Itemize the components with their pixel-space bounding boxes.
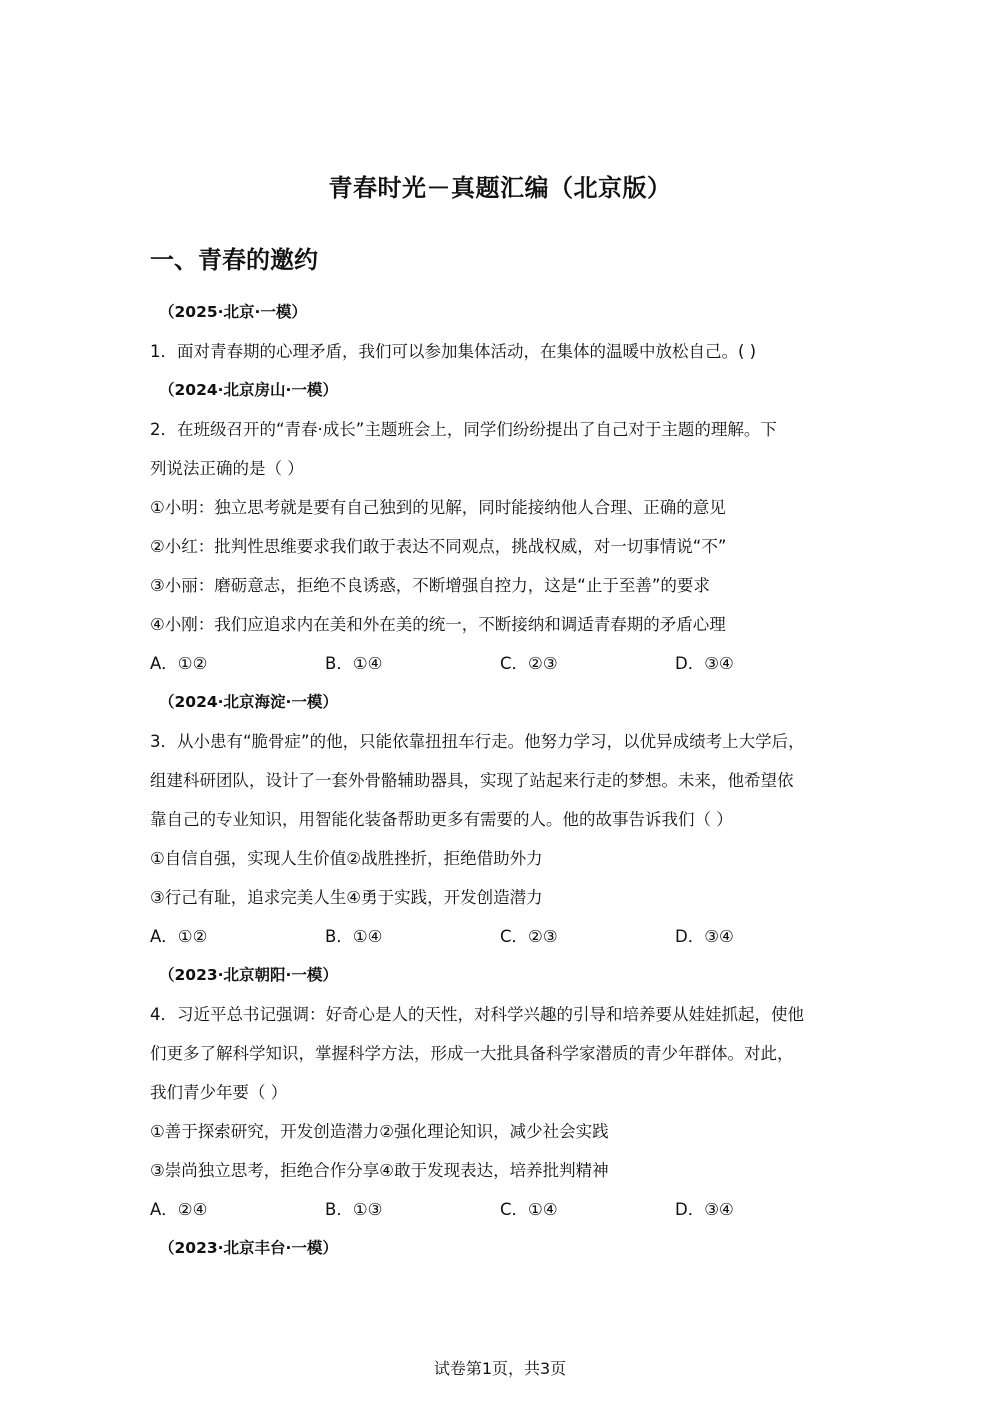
question-4-stem: 我们青少年要（ ） bbox=[150, 1083, 288, 1102]
option-b: B．①④ bbox=[325, 654, 383, 673]
section-heading: 一、青春的邀约 bbox=[150, 246, 318, 274]
question-5-source: （2023·北京丰台·一模） bbox=[159, 1239, 338, 1257]
question-3-options bbox=[150, 917, 870, 956]
question-3-stem: 组建科研团队，设计了一套外骨骼辅助器具，实现了站起来行走的梦想。未来，他希望依 bbox=[150, 771, 794, 790]
question-2-statement: ①小明：独立思考就是要有自己独到的见解，同时能接纳他人合理、正确的意见 bbox=[150, 498, 726, 517]
question-2-statement: ④小刚：我们应追求内在美和外在美的统一，不断接纳和调适青春期的矛盾心理 bbox=[150, 615, 726, 634]
question-2-stem: 列说法正确的是（ ） bbox=[150, 459, 304, 478]
question-3-stem: 3．从小患有“脆骨症”的他，只能依靠扭扭车行走。他努力学习，以优异成绩考上大学后， bbox=[150, 732, 805, 751]
question-3-source: （2024·北京海淀·一模） bbox=[159, 693, 338, 711]
question-4-stem: 4．习近平总书记强调：好奇心是人的天性，对科学兴趣的引导和培养要从娃娃抓起，使他 bbox=[150, 1005, 804, 1024]
question-4-statement: ③崇尚独立思考，拒绝合作分享④敢于发现表达，培养批判精神 bbox=[150, 1161, 609, 1180]
question-2-options bbox=[150, 644, 870, 683]
question-2-stem: 2．在班级召开的“青春·成长”主题班会上，同学们纷纷提出了自己对于主题的理解。下 bbox=[150, 420, 777, 439]
question-list bbox=[150, 293, 870, 1268]
question-1-stem: 1．面对青春期的心理矛盾，我们可以参加集体活动，在集体的温暖中放松自己。( ) bbox=[150, 342, 757, 361]
question-3-stem: 靠自己的专业知识，用智能化装备帮助更多有需要的人。他的故事告诉我们（ ） bbox=[150, 810, 733, 829]
option-a: A．②④ bbox=[150, 1200, 208, 1219]
question-4-statement: ①善于探索研究，开发创造潜力②强化理论知识，减少社会实践 bbox=[150, 1122, 609, 1141]
question-4-options bbox=[150, 1190, 870, 1229]
question-2-source: （2024·北京房山·一模） bbox=[159, 381, 338, 399]
option-a: A．①② bbox=[150, 654, 208, 673]
question-2-statement: ②小红：批判性思维要求我们敢于表达不同观点，挑战权威，对一切事情说“不” bbox=[150, 537, 727, 556]
question-1-source: （2025·北京·一模） bbox=[159, 303, 307, 321]
option-c: C．①④ bbox=[500, 1200, 558, 1219]
option-b: B．①④ bbox=[325, 927, 383, 946]
option-b: B．①③ bbox=[325, 1200, 383, 1219]
question-4-source: （2023·北京朝阳·一模） bbox=[159, 966, 338, 984]
question-2-statement: ③小丽：磨砺意志，拒绝不良诱惑，不断增强自控力，这是“止于至善”的要求 bbox=[150, 576, 710, 595]
question-3-statement: ③行己有耻，追求完美人生④勇于实践，开发创造潜力 bbox=[150, 888, 543, 907]
option-c: C．②③ bbox=[500, 654, 558, 673]
option-c: C．②③ bbox=[500, 927, 558, 946]
option-d: D．③④ bbox=[675, 927, 734, 946]
page-footer: 试卷第1页，共3页 bbox=[433, 1359, 567, 1378]
question-3-statement: ①自信自强，实现人生价值②战胜挫折，拒绝借助外力 bbox=[150, 849, 543, 868]
option-d: D．③④ bbox=[675, 654, 734, 673]
option-d: D．③④ bbox=[675, 1200, 734, 1219]
page-title: 青春时光－真题汇编（北京版） bbox=[328, 174, 672, 202]
question-4-stem: 们更多了解科学知识，掌握科学方法，形成一大批具备科学家潜质的青少年群体。对此， bbox=[150, 1044, 794, 1063]
option-a: A．①② bbox=[150, 927, 208, 946]
